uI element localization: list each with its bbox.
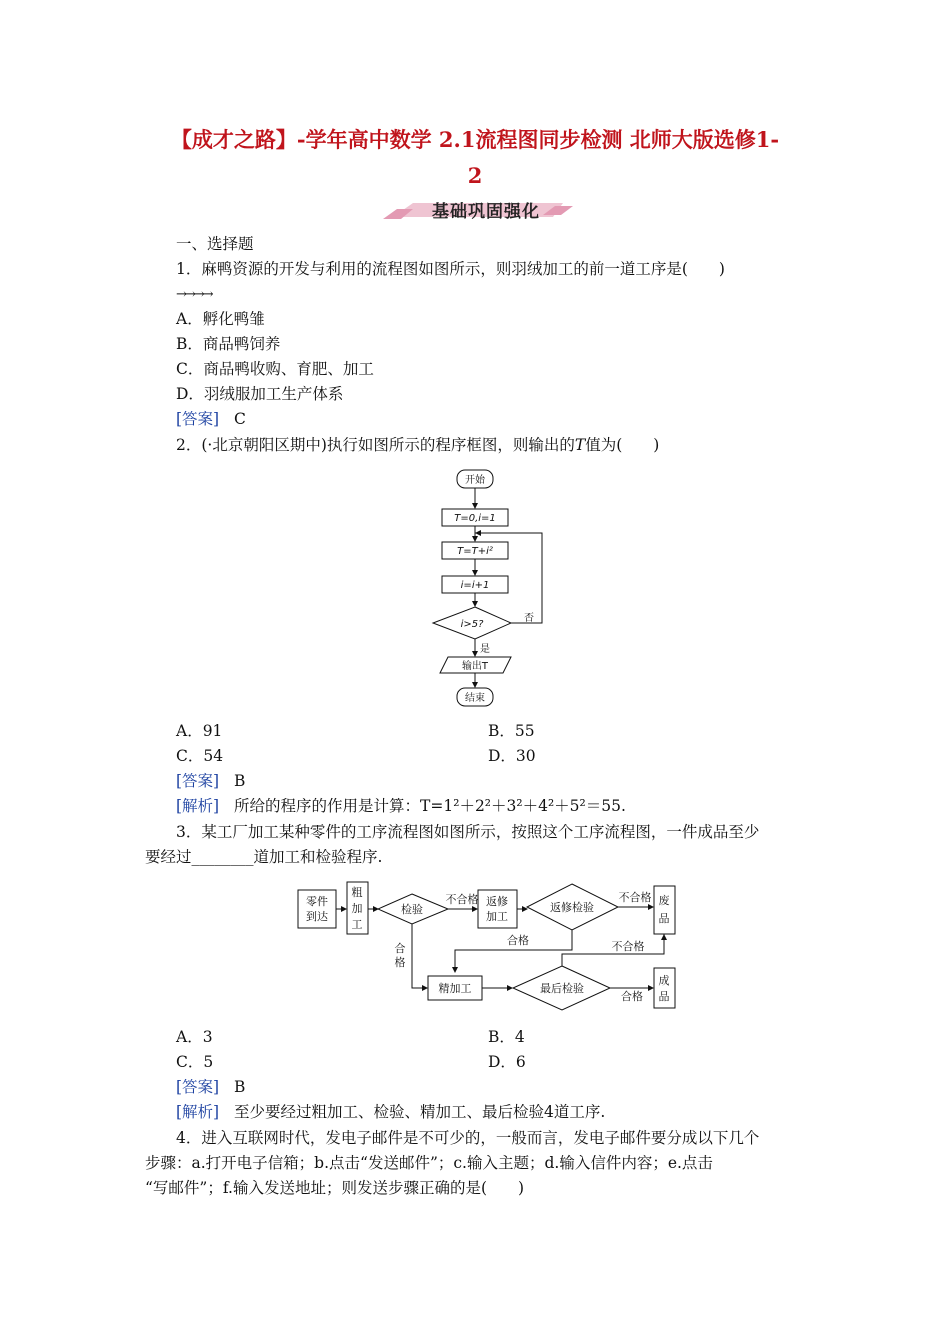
question-3-option-b: B．4 (488, 1028, 525, 1046)
flow3-waste-l2: 品 (658, 912, 670, 925)
document-title-line1: 【成才之路】-学年高中数学 2.1流程图同步检测 北师大版选修1- (170, 127, 780, 152)
flow3-pass1-label: 合格 (507, 934, 529, 947)
flow-no-label: 否 (524, 613, 534, 624)
question-1-option-a: A．孵化鸭雏 (176, 310, 265, 328)
question-3-flowchart (290, 872, 710, 1022)
question-3-analysis (176, 1102, 605, 1122)
answer-tag: [答案] (176, 772, 220, 790)
analysis-tag: [解析] (176, 797, 220, 815)
flow3-fine-label: 精加工 (438, 982, 472, 995)
banner-label: 基础巩固强化 (432, 202, 540, 222)
question-3-stem-line1: 3．某工厂加工某种零件的工序流程图如图所示，按照这个工序流程图，一件成品至少 (176, 823, 760, 841)
question-2-option-b: B．55 (488, 722, 535, 740)
flow3-check-label: 检验 (401, 903, 423, 916)
answer-tag: [答案] (176, 410, 220, 428)
question-4-line3: “写邮件”；f.输入发送地址；则发送步骤正确的是( ) (145, 1179, 525, 1197)
flow3-fail1-label: 不合格 (445, 893, 479, 906)
question-1-option-b: B．商品鸭饲养 (176, 335, 281, 353)
flow-cond-label: i>5? (460, 619, 484, 630)
flow-start-label: 开始 (465, 475, 485, 486)
analysis-tag: [解析] (176, 1103, 220, 1121)
question-4-line2: 步骤：a.打开电子信箱；b.点击“发送邮件”；c.输入主题；d.输入信件内容；e.点击 (145, 1154, 713, 1172)
question-4-line1: 4．进入互联网时代，发电子邮件是不可少的，一般而言，发电子邮件要分成以下几个 (176, 1129, 760, 1147)
question-2-stem-text: 2．(·北京朝阳区期中)执行如图所示的程序框图，则输出的 (176, 436, 575, 454)
flow3-rough-l3: 工 (351, 918, 363, 931)
question-3-option-d: D．6 (488, 1053, 526, 1071)
answer-tag: [答案] (176, 1078, 220, 1096)
question-2-option-c: C．54 (176, 747, 224, 765)
flow-end-label: 结束 (465, 693, 485, 704)
question-2-option-d: D．30 (488, 747, 536, 765)
flow3-arrive-l1: 零件 (306, 895, 328, 908)
question-3-option-c: C．5 (176, 1053, 214, 1071)
document-title-line2: 2 (467, 163, 483, 188)
question-2-stem-tail: 值为( ) (585, 436, 660, 454)
question-2-flowchart (425, 465, 555, 710)
question-2-stem-var: T (574, 436, 586, 454)
flow-init-label: T=0,i=1 (454, 513, 496, 524)
section-banner (383, 195, 573, 221)
flow3-product-l2: 品 (658, 990, 670, 1003)
answer-value: C (234, 410, 246, 428)
flow3-arrive-l2: 到达 (306, 910, 328, 923)
question-1-option-d: D．羽绒服加工生产体系 (176, 385, 344, 403)
flow3-rough-l1: 粗 (351, 886, 363, 899)
question-1-arrows: →→→→ (176, 287, 212, 302)
flow3-pass2-label: 合格 (621, 990, 643, 1003)
question-3-option-a: A．3 (176, 1028, 213, 1046)
flow3-rough-l2: 加 (351, 902, 363, 915)
flow3-pass-v-l2: 格 (394, 956, 406, 969)
question-1-option-c: C．商品鸭收购、育肥、加工 (176, 360, 374, 378)
question-1-stem: 1．麻鸭资源的开发与利用的流程图如图所示，则羽绒加工的前一道工序是( ) (176, 260, 725, 278)
question-2-analysis (176, 796, 626, 816)
question-2-answer (176, 771, 245, 791)
question-2-option-a: A．91 (176, 722, 223, 740)
flow3-final-check-label: 最后检验 (540, 982, 584, 995)
analysis-text: 至少要经过粗加工、检验、精加工、最后检验4道工序. (234, 1103, 606, 1121)
flow3-pass-v-l1: 合 (394, 942, 406, 955)
flow-inc-label: i=i+1 (460, 580, 490, 591)
flow3-fail2-label: 不合格 (618, 891, 652, 904)
flow3-product-l1: 成 (658, 974, 670, 987)
question-3-stem-line2: 要经过________道加工和检验程序. (145, 848, 383, 866)
question-1-answer (176, 409, 246, 429)
answer-value: B (234, 772, 246, 790)
flow3-rework-l1: 返修 (486, 895, 508, 908)
flow3-waste-l1: 废 (658, 894, 670, 907)
flow-assign-label: T=T+i² (457, 546, 493, 557)
question-2-stem (176, 435, 659, 455)
section-heading: 一、选择题 (176, 235, 254, 253)
flow3-rework-l2: 加工 (486, 910, 508, 923)
flow-output-label: 输出T (461, 661, 489, 672)
flow-yes-label: 是 (480, 644, 490, 655)
flow3-fail3-label: 不合格 (611, 940, 645, 953)
question-3-answer (176, 1077, 245, 1097)
flow3-rework-check-label: 返修检验 (550, 901, 594, 914)
analysis-text: 所给的程序的作用是计算：T=1²＋2²＋3²＋4²＋5²＝55. (234, 797, 626, 815)
answer-value: B (234, 1078, 246, 1096)
